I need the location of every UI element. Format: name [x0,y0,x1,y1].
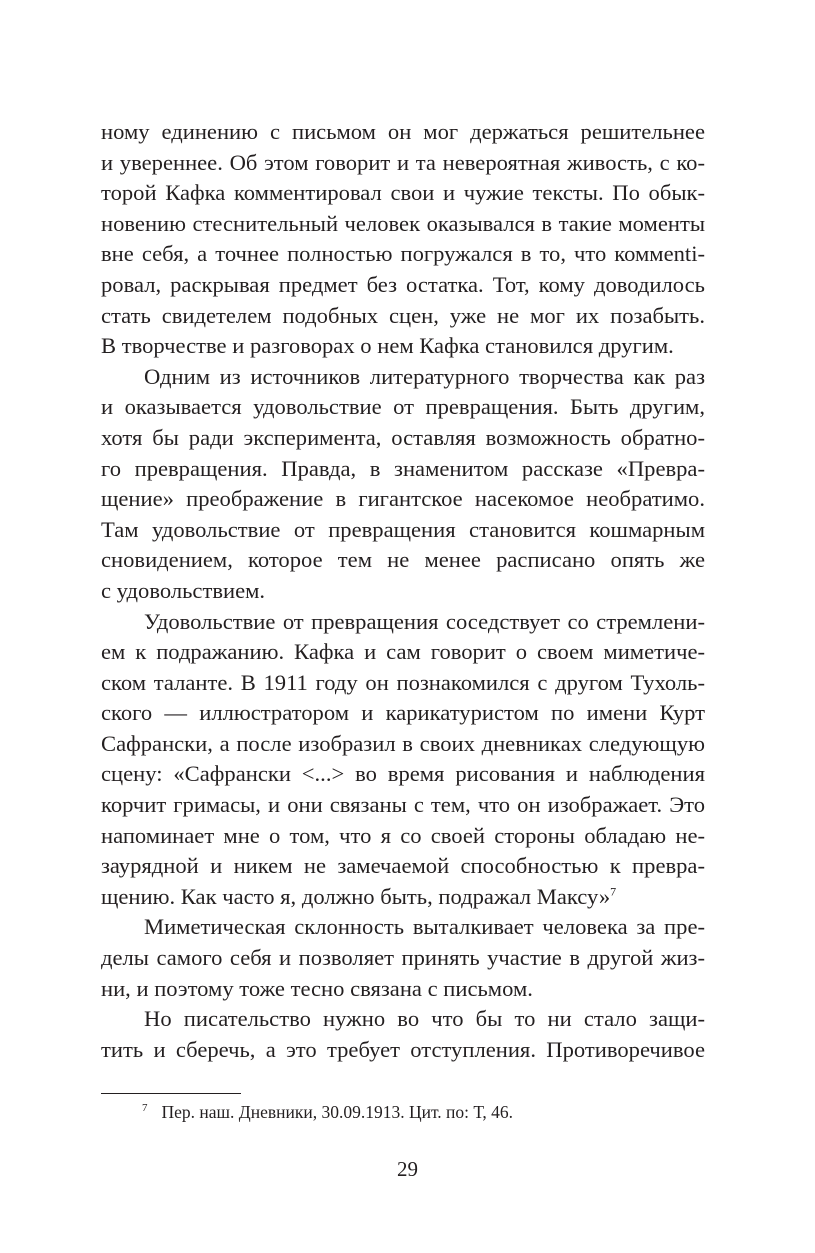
footnote-rule [101,1093,241,1094]
footnote-marker: 7 [142,1102,148,1115]
text-line: ровал, раскрывая предмет без остатка. Тот, кому доводилось [101,271,705,297]
text-line: щению. Как часто я, должно быть, подражал Максу»$^7$ [101,883,617,909]
text-line: ному единению с письмом он мог держаться решительнее [101,119,705,144]
text-line: тить и сберечь, а это требует отступления. Противоречивое [101,1036,705,1062]
paragraph [101,607,705,913]
text-line: го превращения. Правда, в знаменитом рассказе «Превра- [101,455,705,481]
main-text [101,117,705,1065]
text-line: хотя бы ради эксперимента, оставляя возможность обратно- [101,424,705,450]
text-line: Но писательство нужно во что бы то ни стало защи- [144,1006,705,1032]
text-line: Удовольствие от превращения соседствует со стремлени- [144,608,705,634]
text-line: новению стеснительный человек оказывался в такие моменты [101,210,705,236]
text-line: В творчестве и разговорах о нем Кафка становился другим. [101,333,674,359]
footnote [142,1100,513,1124]
text-line: и оказывается удовольствие от превращения. Быть другим, [101,394,705,420]
text-line: Там удовольствие от превращения становится кошмарным [101,516,705,542]
text-line: корчит гримасы, и они связаны с тем, что он изображает. Это [101,792,705,818]
paragraph [101,912,705,1004]
text-line: Сафрански, а после изобразил в своих дневниках следующую [101,730,705,756]
footnote-reference[interactable]: 7 [610,884,617,899]
paragraph [101,117,705,362]
text-line: ем к подражанию. Кафка и сам говорит о своем миметиче- [101,639,705,665]
paragraph [101,362,705,607]
paragraph [101,1004,705,1065]
text-line: сцену: «Сафрански <...> во время рисования и наблюдения [101,761,705,787]
text-line: вне себя, а точнее полностью погружался в то, что коммenti- [101,241,705,267]
text-line: сновидением, которое тем не менее расписано опять же [101,547,705,573]
text-line: ском таланте. В 1911 году он познакомился с другом Тухоль- [101,669,705,695]
text-line: заурядной и никем не замечаемой способностью к превра- [101,853,705,879]
text-line: Миметическая склонность выталкивает человека за пре- [144,914,705,940]
text-line: щение» преображение в гигантское насекомое необратимо. [101,486,705,512]
text-line: с удовольствием. [101,577,266,603]
footnote-text: Пер. наш. Дневники, 30.09.1913. Цит. по: Т, 46. [161,1102,513,1122]
text-line: ского — иллюстратором и карикатуристом по имени Курт [101,700,705,726]
text-line: торой Кафка комментировал свои и чужие тексты. По обык- [101,180,705,206]
text-line: ни, и поэтому тоже тесно связана с письмом. [101,975,533,1001]
text-line: делы самого себя и позволяет принять участие в другой жиз- [101,945,705,971]
page-number: 29 [397,1157,418,1181]
text-line: Одним из источников литературного творчества как раз [144,363,705,389]
text-line: стать свидетелем подобных сцен, уже не мог их позабыть. [101,302,705,328]
text-line: напоминает мне о том, что я со своей стороны обладаю не- [101,822,705,848]
text-line: и увереннее. Об этом говорит и та невероятная живость, с ко- [101,149,705,175]
